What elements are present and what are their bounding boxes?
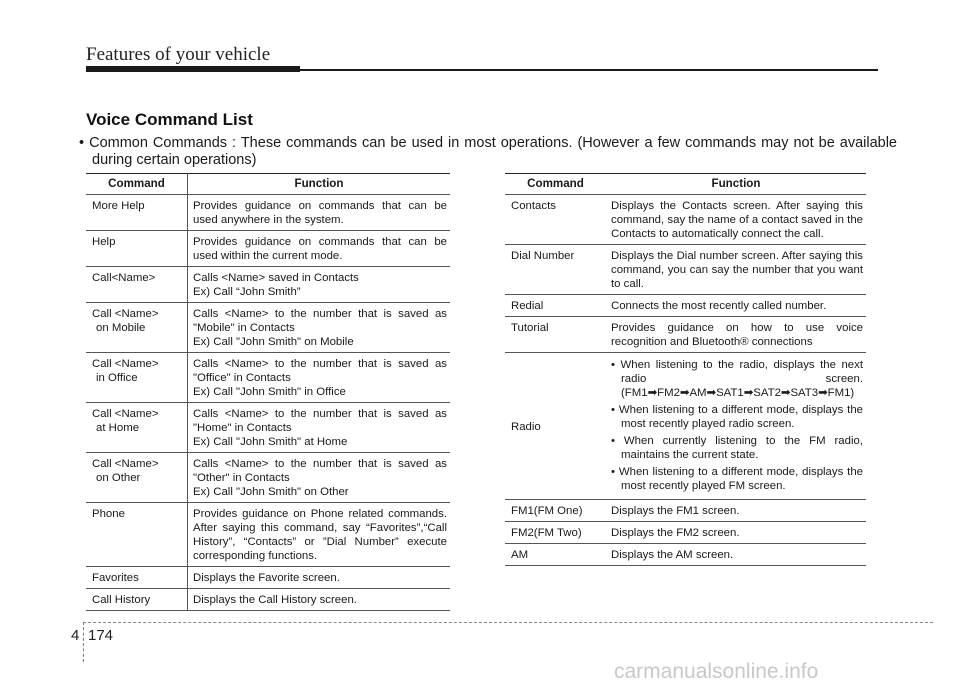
function-text: Ex) Call “John Smith” bbox=[193, 286, 301, 298]
footer-dotted-rule bbox=[83, 622, 933, 623]
table-row bbox=[505, 522, 866, 544]
command-text: AM bbox=[511, 549, 529, 561]
command-cell bbox=[86, 231, 188, 267]
command-cell bbox=[505, 317, 606, 353]
function-cell bbox=[188, 503, 451, 567]
function-text: Calls <Name> to the number that is saved as "Home" in Contacts bbox=[193, 408, 447, 434]
table-row bbox=[86, 453, 450, 503]
function-cell bbox=[188, 589, 451, 611]
command-text: Phone bbox=[92, 508, 125, 520]
column-header-command: Command bbox=[86, 174, 188, 195]
function-text: Provides guidance on Phone related commands. After saying this command, say “Favorites”,“Call History”, “Contacts” or ”Dial Number” execute corresponding functions. bbox=[193, 508, 447, 562]
function-cell bbox=[606, 500, 866, 522]
function-cell bbox=[606, 317, 866, 353]
function-bullet bbox=[611, 465, 863, 493]
command-text: Redial bbox=[511, 300, 544, 312]
bullet-text: When listening to a different mode, displays the most recently played FM screen. bbox=[618, 466, 863, 492]
bullet-marker: • bbox=[611, 466, 619, 478]
function-cell bbox=[188, 353, 451, 403]
function-cell bbox=[606, 195, 866, 245]
command-text: FM1(FM One) bbox=[511, 505, 583, 517]
command-cell bbox=[505, 245, 606, 295]
table-row bbox=[86, 567, 450, 589]
command-text: on Other bbox=[96, 472, 141, 484]
function-text: Displays the FM2 screen. bbox=[611, 527, 740, 539]
section-heading: Voice Command List bbox=[86, 110, 253, 129]
command-cell bbox=[86, 303, 188, 353]
function-text: Displays the Call History screen. bbox=[193, 594, 357, 606]
function-text: Calls <Name> saved in Contacts bbox=[193, 272, 359, 284]
command-cell bbox=[505, 522, 606, 544]
table-row bbox=[505, 317, 866, 353]
command-table-left bbox=[86, 173, 450, 611]
command-cell bbox=[86, 195, 188, 231]
command-cell bbox=[86, 267, 188, 303]
bullet-text: When listening to a different mode, displays the most recently played radio screen. bbox=[618, 404, 863, 430]
command-cell bbox=[505, 500, 606, 522]
table-row bbox=[86, 403, 450, 453]
table-row bbox=[86, 231, 450, 267]
function-cell bbox=[606, 522, 866, 544]
function-cell bbox=[606, 245, 866, 295]
function-cell bbox=[188, 195, 451, 231]
function-text: Displays the Contacts screen. After saying this command, say the name of a contact saved in the Contacts to automatically connect the call. bbox=[611, 200, 863, 240]
watermark: carmanualsonline.info bbox=[614, 660, 819, 683]
bullet-marker: • bbox=[611, 359, 621, 371]
command-text: More Help bbox=[92, 200, 145, 212]
page-header-title: Features of your vehicle bbox=[86, 44, 271, 65]
chapter-number: 4 bbox=[71, 627, 80, 644]
function-text: Displays the Dial number screen. After saying this command, you can say the number that you want to call. bbox=[611, 250, 863, 290]
command-cell bbox=[86, 503, 188, 567]
command-text: Favorites bbox=[92, 572, 139, 584]
command-text: Call <Name> bbox=[92, 358, 159, 370]
function-cell bbox=[188, 567, 451, 589]
command-text: FM2(FM Two) bbox=[511, 527, 582, 539]
table-row bbox=[86, 353, 450, 403]
intro-text: Common Commands : These commands can be used in most operations. (However a few commands may not be available during certain operations) bbox=[89, 135, 897, 168]
header-rule-thick bbox=[86, 66, 300, 72]
command-cell bbox=[86, 453, 188, 503]
bullet-marker: • bbox=[611, 404, 619, 416]
function-cell bbox=[188, 303, 451, 353]
command-cell bbox=[505, 544, 606, 566]
command-cell bbox=[505, 295, 606, 317]
command-text: on Mobile bbox=[96, 322, 146, 334]
function-cell bbox=[606, 544, 866, 566]
function-text: Displays the AM screen. bbox=[611, 549, 734, 561]
table-row bbox=[505, 544, 866, 566]
function-text: Ex) Call "John Smith" on Mobile bbox=[193, 336, 354, 348]
command-text: Dial Number bbox=[511, 250, 575, 262]
function-text: Ex) Call "John Smith" on Other bbox=[193, 486, 349, 498]
bullet-text: When listening to the radio, displays the next radio screen. (FM1➡FM2➡AM➡SAT1➡SAT2➡SAT3➡FM1) bbox=[620, 359, 864, 399]
header-rule-thin bbox=[300, 69, 878, 71]
command-text: Call <Name> bbox=[92, 458, 159, 470]
table-row bbox=[86, 267, 450, 303]
column-header-function: Function bbox=[188, 174, 451, 195]
column-header-command: Command bbox=[505, 174, 606, 195]
function-text: Provides guidance on commands that can be used within the current mode. bbox=[193, 236, 447, 262]
function-text: Provides guidance on how to use voice recognition and Bluetooth® connections bbox=[611, 322, 863, 348]
table-row bbox=[86, 303, 450, 353]
command-cell bbox=[86, 353, 188, 403]
page-number: 174 bbox=[88, 627, 114, 644]
function-text: Displays the Favorite screen. bbox=[193, 572, 340, 584]
table-row bbox=[505, 195, 866, 245]
command-cell bbox=[505, 195, 606, 245]
table-row bbox=[86, 503, 450, 567]
function-cell bbox=[188, 231, 451, 267]
command-text: Radio bbox=[511, 420, 541, 433]
function-text: Displays the FM1 screen. bbox=[611, 505, 740, 517]
table-row bbox=[505, 500, 866, 522]
command-cell bbox=[86, 589, 188, 611]
function-text: Ex) Call "John Smith" in Office bbox=[193, 386, 346, 398]
function-text: Provides guidance on commands that can be used anywhere in the system. bbox=[193, 200, 447, 226]
command-text: Contacts bbox=[511, 200, 556, 212]
footer-divider bbox=[83, 622, 84, 662]
function-cell bbox=[188, 453, 451, 503]
bullet-marker: • bbox=[611, 435, 624, 447]
intro-paragraph: • Common Commands : These commands can be used in most operations. (However a few commands may not be available during certain operations) bbox=[79, 135, 897, 168]
function-text: Connects the most recently called number. bbox=[611, 300, 827, 312]
function-cell bbox=[606, 353, 866, 500]
function-bullet bbox=[611, 403, 863, 431]
function-text: Calls <Name> to the number that is saved as "Other" in Contacts bbox=[193, 458, 447, 484]
table-row bbox=[86, 589, 450, 611]
function-text: Ex) Call "John Smith" at Home bbox=[193, 436, 348, 448]
function-cell bbox=[188, 403, 451, 453]
function-cell bbox=[606, 295, 866, 317]
command-text: Call <Name> bbox=[92, 308, 159, 320]
command-cell bbox=[86, 567, 188, 589]
table-row bbox=[505, 295, 866, 317]
table-row bbox=[505, 245, 866, 295]
command-text: Help bbox=[92, 236, 116, 248]
command-text: at Home bbox=[96, 422, 140, 434]
command-cell bbox=[505, 353, 606, 500]
function-bullet bbox=[611, 434, 863, 462]
bullet-text: When currently listening to the FM radio, maintains the current state. bbox=[621, 435, 863, 461]
function-text: Calls <Name> to the number that is saved as "Mobile" in Contacts bbox=[193, 308, 447, 334]
command-text: Call<Name> bbox=[92, 272, 156, 284]
function-text: Calls <Name> to the number that is saved as "Office" in Contacts bbox=[193, 358, 447, 384]
command-cell bbox=[86, 403, 188, 453]
command-text: Call <Name> bbox=[92, 408, 159, 420]
command-text: Call History bbox=[92, 594, 151, 606]
command-text: in Office bbox=[96, 372, 138, 384]
table-header-row bbox=[505, 174, 866, 195]
command-text: Tutorial bbox=[511, 322, 549, 334]
column-header-function: Function bbox=[606, 174, 866, 195]
table-row bbox=[86, 195, 450, 231]
function-cell bbox=[188, 267, 451, 303]
table-header-row bbox=[86, 174, 450, 195]
command-table-right bbox=[505, 173, 866, 566]
function-bullet bbox=[611, 358, 863, 400]
table-row bbox=[505, 353, 866, 500]
